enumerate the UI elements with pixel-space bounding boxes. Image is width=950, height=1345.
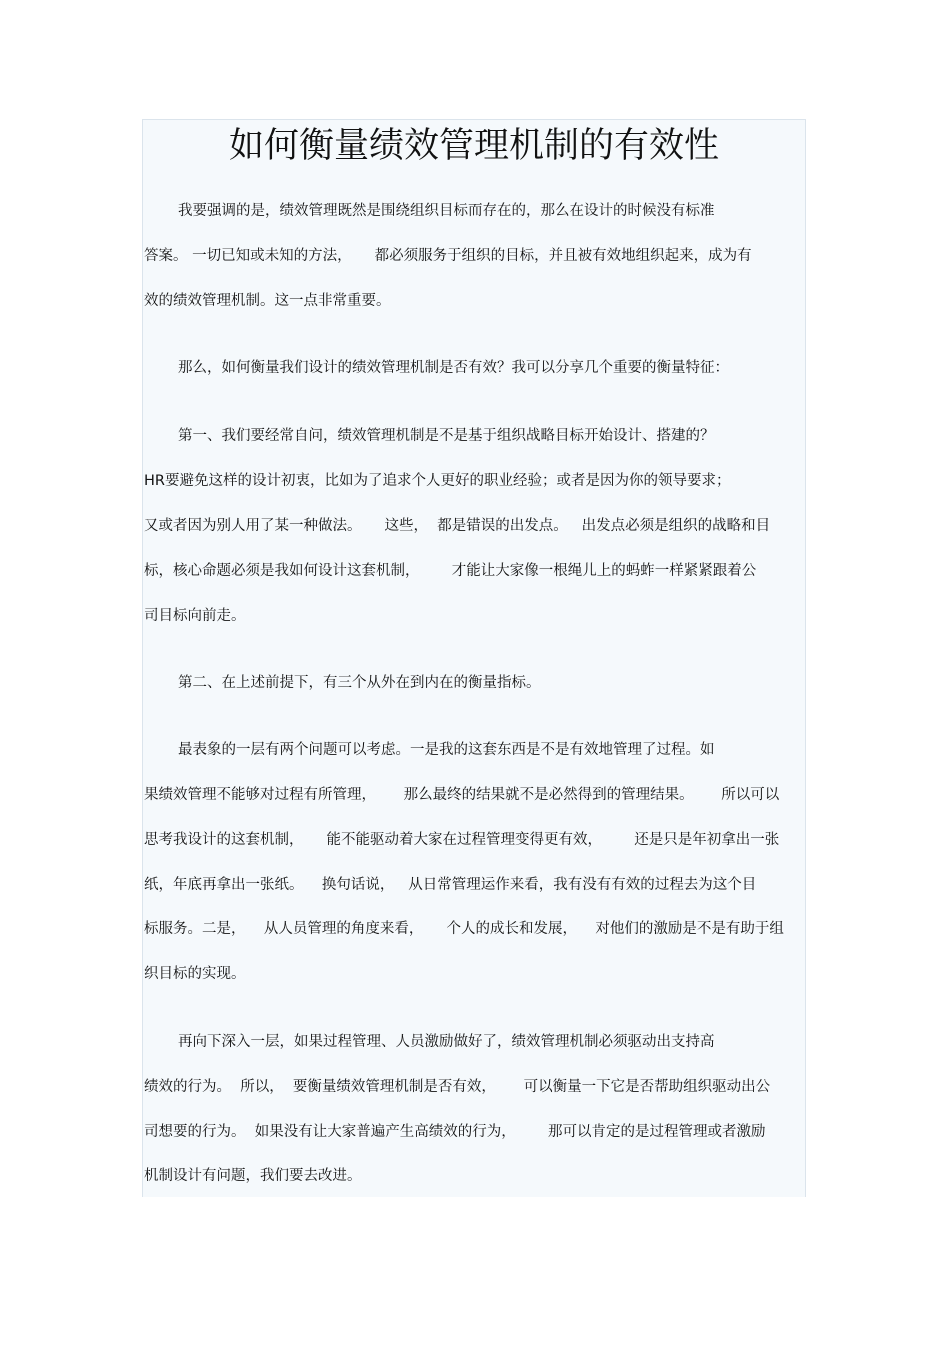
paragraph-line: 果绩效管理不能够对过程有所管理， 那么最终的结果就不是必然得到的管理结果。 所以可以	[144, 787, 780, 803]
paragraph-line: HR要避免这样的设计初衷，比如为了追求个人更好的职业经验；或者是因为你的领导要求；	[144, 473, 731, 489]
paragraph-line: 答案。 一切已知或未知的方法， 都必须服务于组织的目标，并且被有效地组织起来，成为有	[144, 248, 752, 264]
paragraph-line: 思考我设计的这套机制， 能不能驱动着大家在过程管理变得更有效， 还是只是年初拿出一张	[144, 832, 780, 848]
document-title: 如何衡量绩效管理机制的有效性	[228, 126, 719, 166]
paragraph-line: 我要强调的是，绩效管理既然是围绕组织目标而存在的，那么在设计的时候没有标准	[178, 203, 715, 219]
paragraph-line: 司想要的行为。 如果没有让大家普遍产生高绩效的行为， 那可以肯定的是过程管理或者激励	[144, 1124, 766, 1140]
paragraph-line: 纸，年底再拿出一张纸。 换句话说， 从日常管理运作来看，我有没有有效的过程去为这个目	[144, 877, 757, 893]
paragraph-line: 机制设计有问题，我们要去改进。	[144, 1168, 362, 1184]
paragraph-line: 标，核心命题必须是我如何设计这套机制， 才能让大家像一根绳儿上的蚂蚱一样紧紧跟着公	[144, 563, 757, 579]
paragraph-line: 第一、我们要经常自问，绩效管理机制是不是基于组织战略目标开始设计、搭建的？	[178, 428, 715, 444]
paragraph-line: 那么，如何衡量我们设计的绩效管理机制是否有效？我可以分享几个重要的衡量特征：	[178, 360, 729, 376]
paragraph-line: 标服务。二是， 从人员管理的角度来看， 个人的成长和发展， 对他们的激励是不是有助于组	[144, 921, 784, 937]
paragraph-line: 司目标向前走。	[144, 608, 246, 624]
paragraph-line: 最表象的一层有两个问题可以考虑。一是我的这套东西是不是有效地管理了过程。如	[178, 742, 715, 758]
paragraph-line: 第二、在上述前提下，有三个从外在到内在的衡量指标。	[178, 675, 541, 691]
paragraph-line: 效的绩效管理机制。这一点非常重要。	[144, 293, 391, 309]
paragraph-line: 又或者因为别人用了某一种做法。 这些， 都是错误的出发点。 出发点必须是组织的战略和目	[144, 518, 771, 534]
paragraph-line: 织目标的实现。	[144, 966, 246, 982]
paragraph-line: 绩效的行为。 所以， 要衡量绩效管理机制是否有效， 可以衡量一下它是否帮助组织驱动出公	[144, 1079, 771, 1095]
paragraph-line: 再向下深入一层，如果过程管理、人员激励做好了，绩效管理机制必须驱动出支持高	[178, 1034, 715, 1050]
